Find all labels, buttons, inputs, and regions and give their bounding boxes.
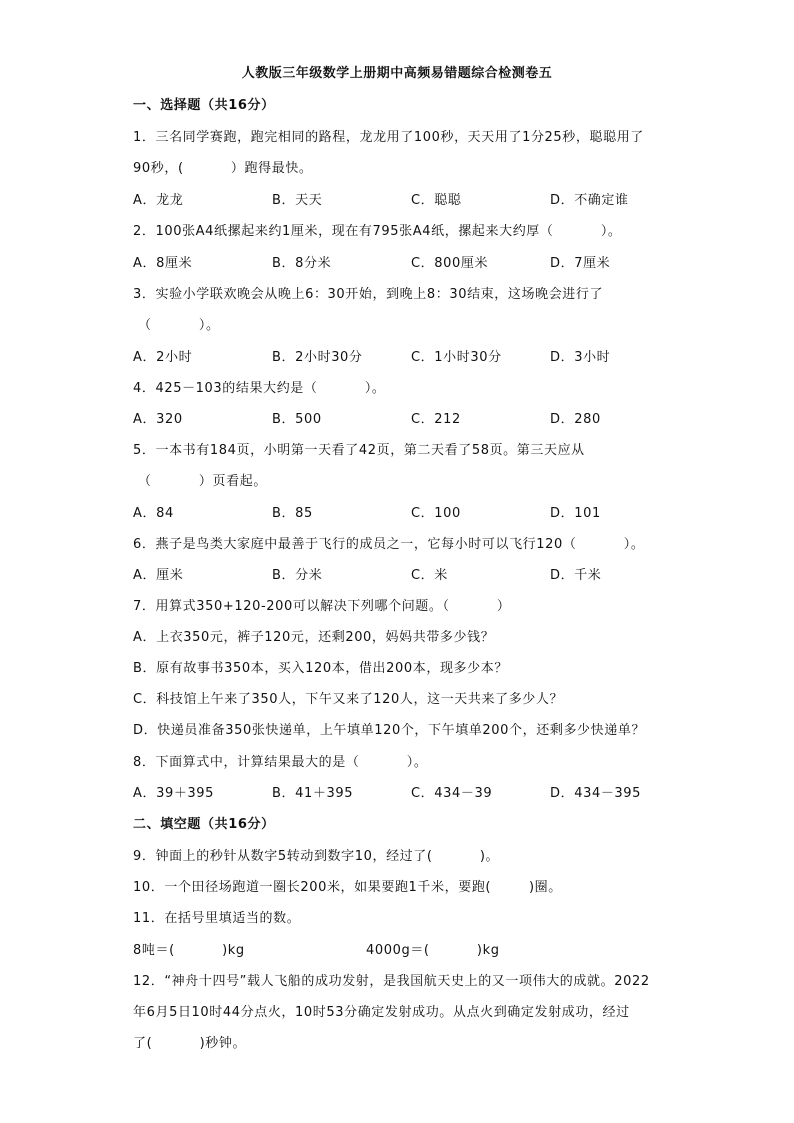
q3-option-c: C．1小时30分 [411,350,502,365]
question-1-text-cont: 90秒，( ）跑得最快。 [133,161,313,176]
question-4-text: 4．425－103的结果大约是（ ）。 [133,381,386,396]
section-heading-fill: 二、填空题（共16分） [133,817,275,832]
question-3-text: 3．实验小学联欢晚会从晚上6：30开始，到晚上8：30结束，这场晚会进行了 [133,287,604,302]
q4-option-b: B．500 [272,412,322,427]
question-6-text: 6．燕子是鸟类大家庭中最善于飞行的成员之一，它每小时可以飞行120（ ）。 [133,537,645,552]
q5-option-d: D．101 [550,506,601,521]
question-2-text: 2．100张A4纸摞起来约1厘米，现在有795张A4纸，摞起来大约厚（ ）。 [133,224,622,239]
question-12-text: 12．“神舟十四号”载人飞船的成功发射，是我国航天史上的又一项伟大的成就。2022 [133,974,650,989]
question-12-text-end: 了( )秒钟。 [133,1036,247,1051]
q4-option-c: C．212 [411,412,461,427]
section-heading-choice: 一、选择题（共16分） [133,98,275,113]
q8-option-a: A．39＋395 [133,786,215,801]
q7-option-d: D．快递员准备350张快递单，上午填单120个，下午填单200个，还剩多少快递单？ [133,723,646,738]
question-10-text: 10．一个田径场跑道一圈长200米，如果要跑1千米，要跑( )圈。 [133,880,562,895]
q8-option-d: D．434－395 [550,786,642,801]
q6-option-b: B．分米 [272,568,323,583]
question-9-text: 9．钟面上的秒针从数字5转动到数字10，经过了( )。 [133,849,500,864]
q7-option-b: B．原有故事书350本，买入120本，借出200本，现多少本？ [133,661,508,676]
question-5-text: 5．一本书有184页，小明第一天看了42页，第二天看了58页。第三天应从 [133,443,585,458]
q3-option-a: A．2小时 [133,350,193,365]
question-5-text-cont: （ ）页看起。 [138,474,267,489]
q1-option-b: B．天天 [272,193,323,208]
q5-option-b: B．85 [272,506,313,521]
q7-option-c: C．科技馆上午来了350人，下午又来了120人，这一天共来了多少人？ [133,692,564,707]
q5-option-a: A．84 [133,506,174,521]
question-12-text-cont: 年6月5日10时44分点火，10时53分确定发射成功。从点火到确定发射成功，经过 [133,1005,630,1020]
q7-option-a: A．上衣350元，裤子120元，还剩200，妈妈共带多少钱？ [133,630,495,645]
q6-option-d: D．千米 [550,568,602,583]
q2-option-c: C．800厘米 [411,256,489,271]
q8-option-b: B．41＋395 [272,786,354,801]
question-8-text: 8．下面算式中，计算结果最大的是（ ）。 [133,755,428,770]
question-11-text: 11．在括号里填适当的数。 [133,911,301,926]
q2-option-a: A．8厘米 [133,256,193,271]
q11-blank-b: 4000g＝( )kg [366,943,500,958]
page-title: 人教版三年级数学上册期中高频易错题综合检测卷五 [241,66,553,81]
q1-option-d: D．不确定谁 [550,193,629,208]
q2-option-d: D．7厘米 [550,256,611,271]
q1-option-a: A．龙龙 [133,193,184,208]
question-3-text-cont: （ ）。 [138,318,220,333]
q11-blank-a: 8吨＝( )kg [133,943,245,958]
q8-option-c: C．434－39 [411,786,493,801]
q1-option-c: C．聪聪 [411,193,462,208]
q6-option-c: C．米 [411,568,448,583]
q3-option-d: D．3小时 [550,350,611,365]
q5-option-c: C．100 [411,506,461,521]
q6-option-a: A．厘米 [133,568,184,583]
q2-option-b: B．8分米 [272,256,332,271]
question-1-text: 1．三名同学赛跑，跑完相同的路程，龙龙用了100秒，天天用了1分25秒，聪聪用了 [133,130,644,145]
q4-option-a: A．320 [133,412,183,427]
q3-option-b: B．2小时30分 [272,350,363,365]
question-7-text: 7．用算式350+120-200可以解决下列哪个问题。（ ） [133,599,511,614]
q4-option-d: D．280 [550,412,601,427]
